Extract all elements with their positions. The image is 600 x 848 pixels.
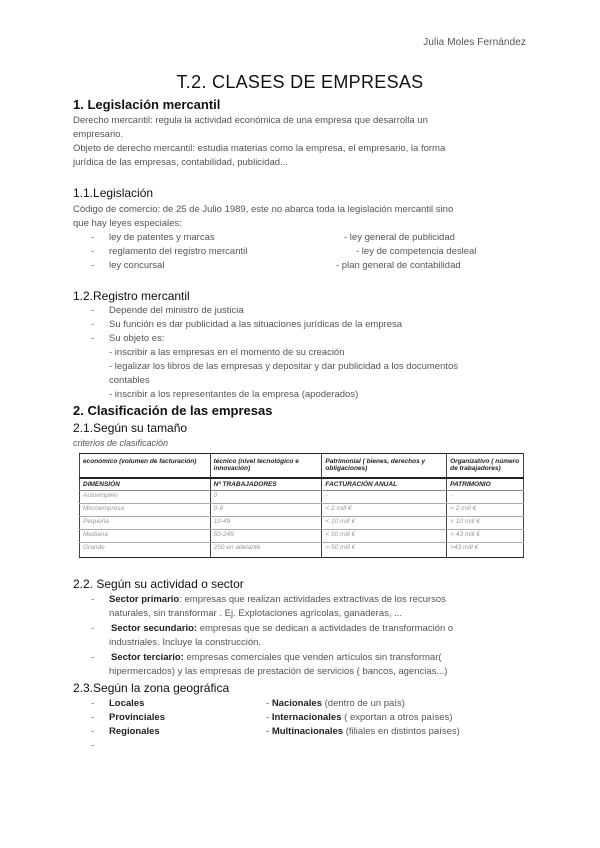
- list-item: - ley general de publicidad: [344, 232, 455, 243]
- bullet-dash: -: [91, 319, 95, 330]
- table-cell: 0-9: [210, 504, 322, 517]
- list-item: Su función es dar publicidad a las situaciones jurídicas de la empresa: [109, 319, 403, 330]
- list-item-continuation: hipermercados) y las empresas de prestación de servicios ( bancos, agencias...): [109, 666, 448, 677]
- company-size-table: [79, 453, 524, 558]
- list-item: ley de patentes y marcas: [109, 232, 215, 243]
- bullet-dash: -: [91, 712, 95, 723]
- bullet-dash: -: [91, 652, 95, 663]
- term: Sector terciario:: [111, 652, 184, 663]
- table-row: [80, 491, 524, 504]
- list-item: Provinciales: [109, 712, 165, 723]
- table-cell: Autoempleo: [80, 491, 211, 504]
- text-line: Derecho mercantil: regula la actividad económica de una empresa que desarrolla un: [73, 115, 428, 126]
- list-item: - Multinacionales (filiales en distintos países): [266, 726, 460, 737]
- list-item: Su objeto es:: [109, 333, 165, 344]
- table-cell: -: [447, 491, 524, 504]
- table-row: [80, 504, 524, 517]
- section-1-paragraph-2: [73, 142, 528, 170]
- term: Internacionales: [271, 712, 342, 723]
- table-cell: Mediana: [80, 530, 211, 543]
- bullet-dash: -: [91, 698, 95, 709]
- term: Sector primario: [109, 594, 180, 605]
- term: Multinacionales: [271, 726, 344, 737]
- sub-list-item: - inscribir a los representantes de la empresa (apoderados): [109, 389, 359, 400]
- definition: empresas que se dedican a actividades de transformación o: [197, 623, 454, 634]
- section-1-2-heading: 1.2.Registro mercantil: [73, 289, 190, 303]
- table-header-row: [80, 478, 524, 491]
- list-item: - ley de competencia desleal: [356, 246, 477, 257]
- column-header: Nº TRABAJADORES: [210, 478, 322, 491]
- list-item: ley concursal: [109, 260, 165, 271]
- list-item: [111, 622, 453, 636]
- note: ( exportan a otros países): [341, 712, 453, 723]
- section-2-heading: 2. Clasificación de las empresas: [73, 403, 273, 418]
- table-cell: >43 mill €: [447, 543, 524, 558]
- table-cell: Pequeña: [80, 517, 211, 530]
- list-item: Locales: [109, 698, 145, 709]
- bullet-dash: -: [91, 740, 95, 751]
- section-1-heading: 1. Legislación mercantil: [73, 97, 221, 112]
- section-2-2-heading: 2.2. Según su actividad o sector: [73, 577, 244, 591]
- sub-list-item: - legalizar los libros de las empresas y depositar y dar publicidad a los documentos: [109, 361, 459, 372]
- list-item: [109, 593, 446, 607]
- table-caption: criterios de clasificación: [73, 438, 169, 448]
- list-item: reglamento del registro mercantil: [109, 246, 248, 257]
- document-title: T.2. CLASES DE EMPRESAS: [176, 72, 424, 92]
- table-cell: 50-249: [210, 530, 322, 543]
- table-cell: Microempresa: [80, 504, 211, 517]
- list-item-continuation: industriales. Incluye la construcción.: [109, 637, 262, 648]
- author-header: Julia Moles Fernández: [423, 37, 526, 48]
- text-line: empresario.: [73, 129, 124, 140]
- bullet-dash: -: [91, 726, 95, 737]
- table-cell: 0: [210, 491, 322, 504]
- definition: : empresas que realizan actividades extractivas de los recursos: [179, 594, 446, 605]
- note: (dentro de un país): [321, 698, 405, 709]
- column-header: DIMENSIÓN: [80, 478, 211, 491]
- table-cell: Patrimonial ( bienes, derechos y obligaciones): [322, 454, 447, 478]
- list-item: [111, 651, 442, 665]
- column-header: PATRIMONIO: [447, 478, 524, 491]
- term: Sector secundario:: [111, 623, 198, 634]
- table-cell: 250 en adelante: [210, 543, 322, 558]
- text-line: Código de comercio: de 25 de Julio 1989, este no abarca toda la legislación mercantil sino: [73, 204, 454, 215]
- column-header: FACTURACIÓN ANUAL: [322, 478, 447, 491]
- table-cell: Grande: [80, 543, 211, 558]
- table-row: [80, 530, 524, 543]
- bullet-dash: -: [91, 232, 95, 243]
- section-1-1-heading: 1.1.Legislación: [73, 186, 154, 200]
- table-row: [80, 517, 524, 530]
- text-line: que hay leyes especiales:: [73, 218, 182, 229]
- section-1-1-intro: [73, 203, 528, 231]
- table-cell: > 50 mill €: [322, 543, 447, 558]
- list-item: Regionales: [109, 726, 160, 737]
- criteria-row: [80, 454, 524, 478]
- bullet-dash: -: [91, 246, 95, 257]
- note: (filiales en distintos países): [343, 726, 460, 737]
- list-item-continuation: naturales, sin transformar . Ej. Explotaciones agrícolas, ganaderas, ...: [109, 608, 403, 619]
- table-cell: 10-49: [210, 517, 322, 530]
- table-cell: < 2 mill €: [447, 504, 524, 517]
- section-1-paragraph-1: [73, 114, 528, 142]
- table-cell: técnico (nivel tecnológico e innovación): [210, 454, 322, 478]
- list-item: - Nacionales (dentro de un país): [266, 698, 405, 709]
- table-cell: < 43 mill €: [447, 530, 524, 543]
- sub-list-item: contables: [109, 375, 150, 386]
- sub-list-item: - inscribir a las empresas en el momento de su creación: [109, 347, 345, 358]
- table-cell: -: [322, 491, 447, 504]
- section-2-1-heading: 2.1.Según su tamaño: [73, 421, 188, 435]
- bullet-dash: -: [91, 260, 95, 271]
- list-item: Depende del ministro de justicia: [109, 305, 244, 316]
- table-cell: < 10 mill €: [322, 517, 447, 530]
- table-cell: < 2 mill €: [322, 504, 447, 517]
- table-row: [80, 543, 524, 558]
- list-item: - Internacionales ( exportan a otros países): [266, 712, 453, 723]
- table-cell: económico (volumen de facturación): [80, 454, 211, 478]
- table-cell: < 50 mill €: [322, 530, 447, 543]
- term: Nacionales: [271, 698, 322, 709]
- bullet-dash: -: [91, 623, 95, 634]
- list-item: - plan general de contabilidad: [336, 260, 461, 271]
- table-cell: < 10 mill €: [447, 517, 524, 530]
- text-line: jurídica de las empresas, contabilidad, publicidad...: [73, 157, 288, 168]
- section-2-3-heading: 2.3.Según la zona geográfica: [73, 681, 230, 695]
- table-cell: Organizativo ( número de trabajadores): [447, 454, 524, 478]
- bullet-dash: -: [91, 305, 95, 316]
- bullet-dash: -: [91, 594, 95, 605]
- text-line: Objeto de derecho mercantil: estudia materias como la empresa, el empresario, la forma: [73, 143, 446, 154]
- definition: empresas comerciales que venden artículos sin transformar(: [183, 652, 442, 663]
- bullet-dash: -: [91, 333, 95, 344]
